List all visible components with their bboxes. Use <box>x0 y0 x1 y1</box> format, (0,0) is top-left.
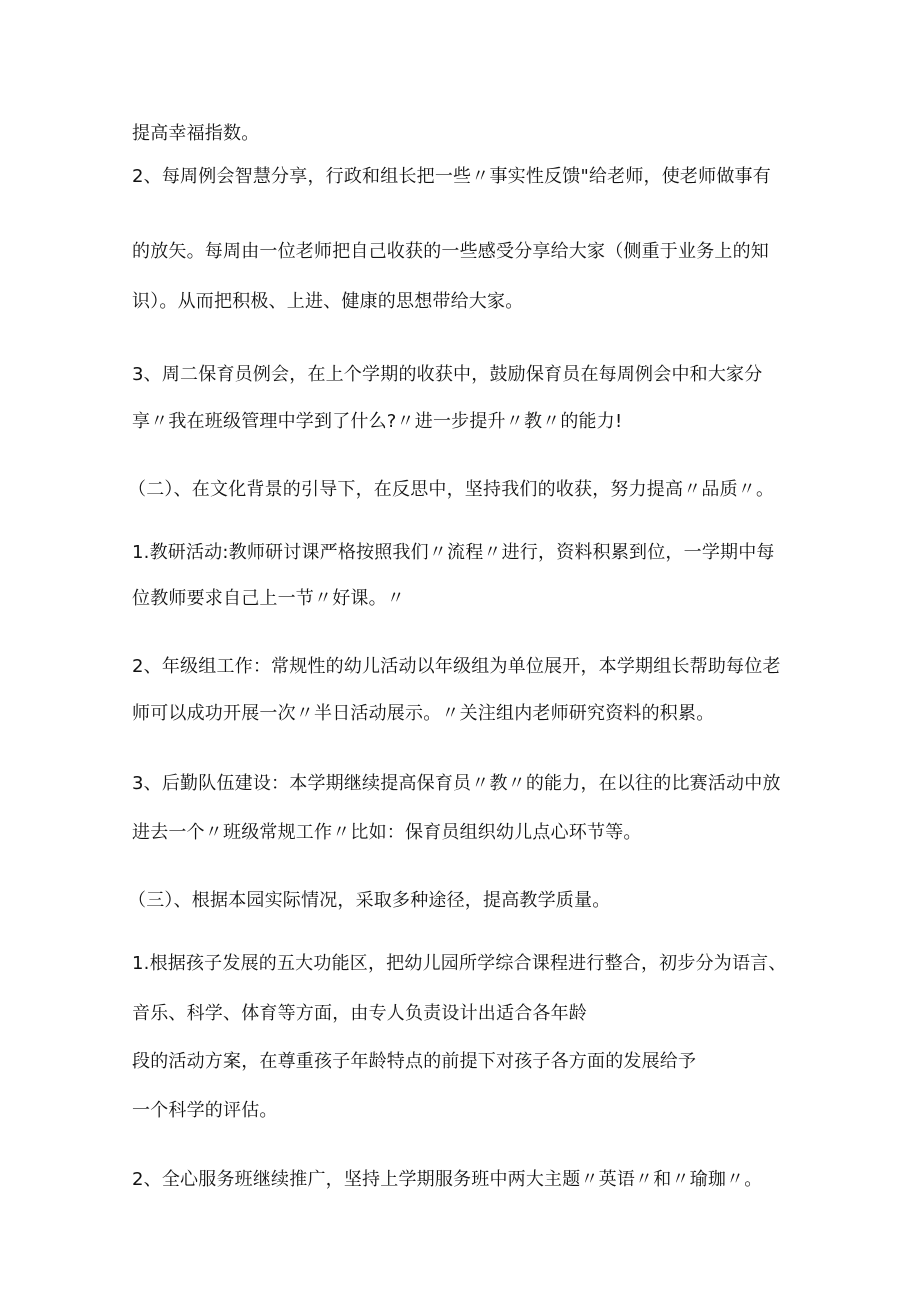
text-line: 享〃我在班级管理中学到了什么?〃进一步提升〃教〃的能力! <box>132 411 623 432</box>
text-line: 提高幸福指数。 <box>132 123 260 144</box>
text-line: 的放矢。每周由一位老师把自己收获的一些感受分享给大家（侧重于业务上的知 <box>132 241 769 262</box>
text-line: 识）。从而把积极、上进、健康的思想带给大家。 <box>132 291 524 312</box>
text-line: 2、年级组工作：常规性的幼儿活动以年级组为单位展开，本学期组长帮助每位老 <box>132 656 781 677</box>
text-line: 位教师要求自己上一节〃好课。〃 <box>132 588 405 609</box>
text-line: 音乐、科学、体育等方面，由专人负责设计出适合各年龄 <box>132 1003 587 1024</box>
text-line: 2、每周例会智慧分享，行政和组长把一些〃事实性反馈"给老师，使老师做事有 <box>132 166 771 187</box>
text-line: 2、全心服务班继续推广，坚持上学期服务班中两大主题〃英语〃和〃瑜珈〃。 <box>132 1169 763 1190</box>
text-line: 段的活动方案，在尊重孩子年龄特点的前提下对孩子各方面的发展给予 <box>132 1051 697 1072</box>
section-heading: （三）、根据本园实际情况，采取多种途径，提高教学质量。 <box>128 890 611 911</box>
text-line: 3、后勤队伍建设：本学期继续提高保育员〃教〃的能力，在以往的比赛活动中放 <box>132 773 781 794</box>
text-line: 1.根据孩子发展的五大功能区，把幼儿园所学综合课程进行整合，初步分为语言、 <box>132 953 787 974</box>
text-line: 进去一个〃班级常规工作〃比如：保育员组织幼儿点心环节等。 <box>132 822 642 843</box>
text-line: 3、周二保育员例会，在上个学期的收获中，鼓励保育员在每周例会中和大家分 <box>132 364 763 385</box>
text-line: 一个科学的评估。 <box>132 1100 278 1121</box>
section-heading: （二）、在文化背景的引导下，在反思中，坚持我们的收获，努力提高〃品质〃。 <box>128 479 775 500</box>
text-line: 1.教研活动:教师研讨课严格按照我们〃流程〃进行，资料积累到位，一学期中每 <box>132 542 775 563</box>
text-line: 师可以成功开展一次〃半日活动展示。〃关注组内老师研究资料的积累。 <box>132 703 715 724</box>
